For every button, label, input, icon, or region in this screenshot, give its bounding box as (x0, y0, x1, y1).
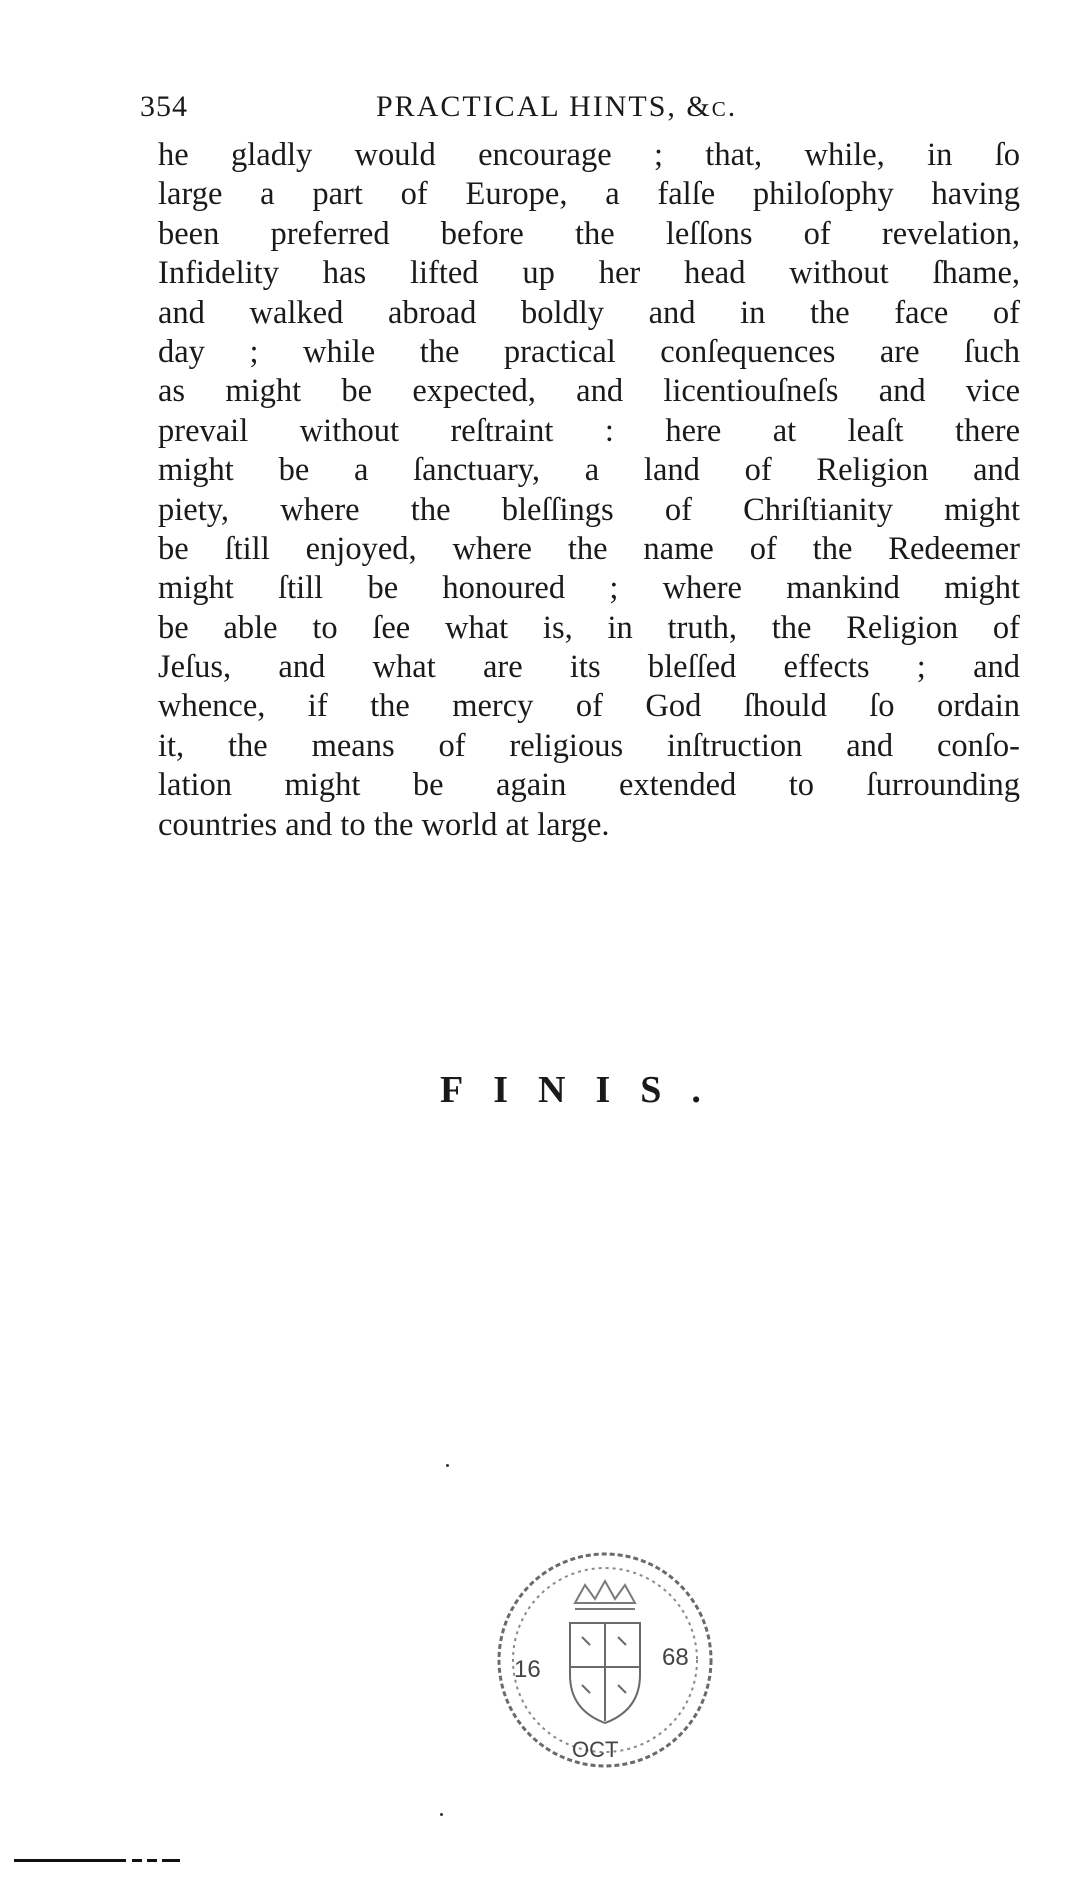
stamp-month: OCT (572, 1737, 619, 1762)
text-line: Jeſus, and what are its bleſſed effects ; and (158, 649, 1020, 686)
crown-icon (575, 1581, 635, 1609)
body-paragraph (158, 136, 1020, 845)
text-line: be able to ſee what is, in truth, the Religion of (158, 609, 1020, 646)
running-head (140, 90, 1020, 130)
shield-icon (570, 1623, 640, 1723)
text-line: be ſtill enjoyed, where the name of the Redeemer (158, 530, 1020, 567)
text-line: it, the means of religious inſtruction and conſo- (158, 727, 1020, 764)
text-line: whence, if the mercy of God ſhould ſo ordain (158, 688, 1020, 725)
text-line: piety, where the bleſſings of Chriſtianity might (158, 491, 1020, 528)
stamp-day: 16 (514, 1656, 541, 1683)
text-line: might be a ſanctuary, a land of Religion and (158, 452, 1020, 489)
text-line: might ſtill be honoured ; where mankind might (158, 570, 1020, 607)
finis-heading: FINIS. (440, 1069, 731, 1111)
text-line: Infidelity has lifted up her head without ſhame, (158, 255, 1020, 292)
text-line: large a part of Europe, a falſe philoſophy having (158, 176, 1020, 213)
text-line: been preferred before the leſſons of revelation, (158, 215, 1020, 252)
text-line: and walked abroad boldly and in the face of (158, 294, 1020, 331)
text-line: countries and to the world at large. (158, 806, 610, 843)
ink-speck (446, 1464, 449, 1467)
stamp-year: 68 (662, 1644, 689, 1671)
text-line: lation might be again extended to ſurrounding (158, 767, 1020, 804)
library-stamp (490, 1545, 720, 1775)
text-line: as might be expected, and licentiouſneſs and vice (158, 373, 1020, 410)
text-line: prevail without reſtraint : here at leaſt there (158, 412, 1020, 449)
running-title: PRACTICAL HINTS, &c. (376, 90, 738, 123)
text-line: day ; while the practical conſequences are ſuch (158, 333, 1020, 370)
page-number: 354 (140, 90, 188, 123)
text-line: he gladly would encourage ; that, while, in ſo (158, 137, 1020, 173)
ink-speck (440, 1813, 443, 1816)
bottom-rule (14, 1859, 180, 1862)
